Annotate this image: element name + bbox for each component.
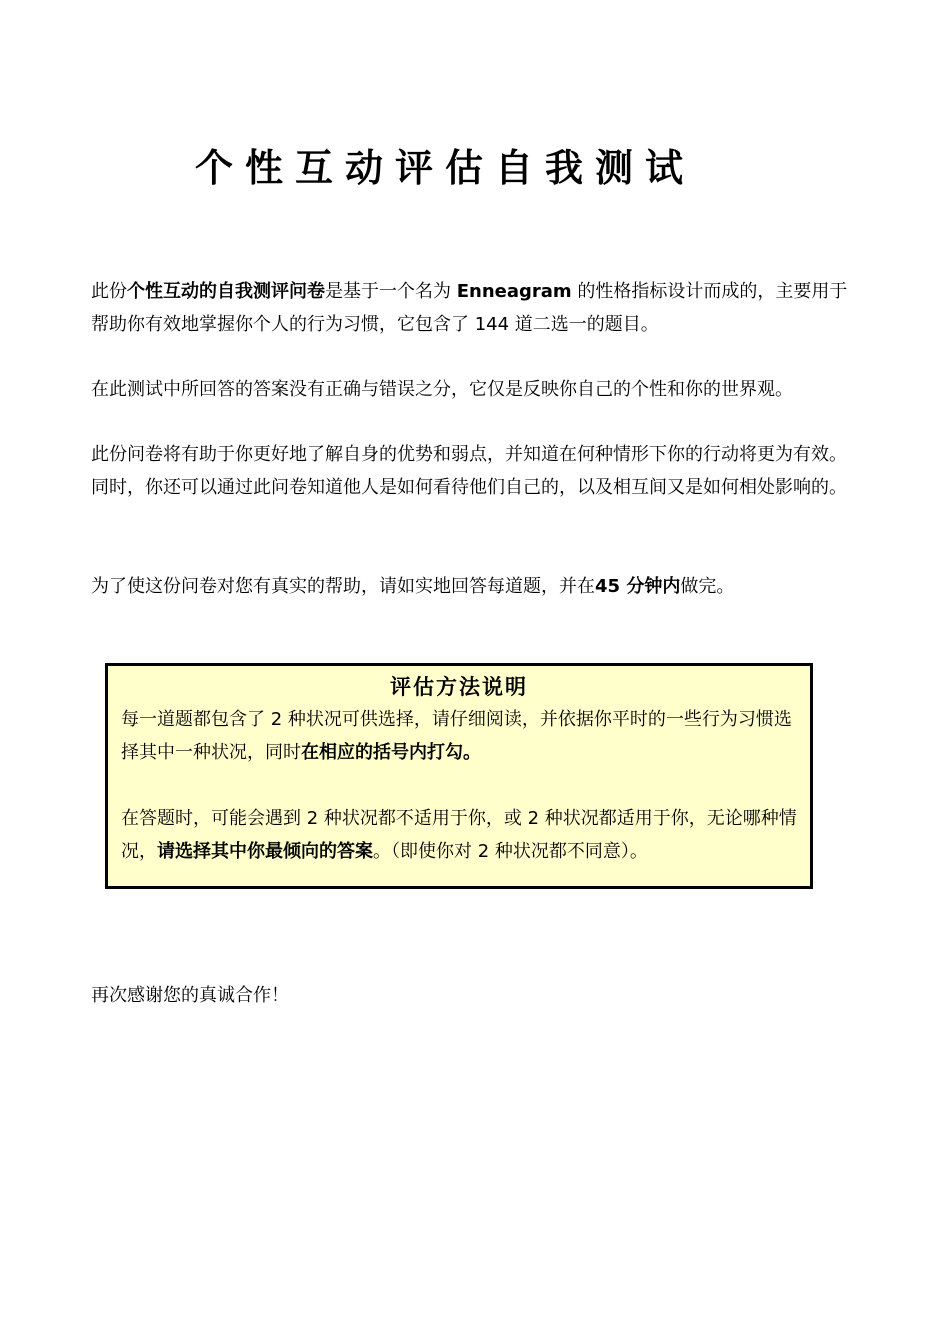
intro-p4-text-a: 为了使这份问卷对您有真实的帮助，请如实地回答每道题，并在 [91,576,595,597]
method-box-title: 评估方法说明 [390,675,528,699]
time-limit: 45 分钟内 [595,576,681,597]
method-paragraph-1 [121,703,800,769]
intro-p1-text-c: 的性格指标设计而成的，主要用于帮助你有效地掌握你个人的行为习惯，它包含了 144 道二选一的题目。 [91,281,848,335]
intro-p4-text-b: 做完。 [680,576,735,597]
page-title: 个性互动评估自我测试 [194,146,695,190]
enneagram-term: Enneagram [456,281,572,302]
method-p2-text-a: 在答题时，可能会遇到 2 种状况都不适用于你，或 2 种状况都适用于你，无论哪种情况， [121,808,797,862]
method-p2-text-b: 。（即使你对 2 种状况都不同意）。 [373,841,648,862]
intro-p1-text-a: 此份 [91,281,127,302]
intro-paragraph-4 [91,570,861,603]
method-p2-emphasis: 请选择其中你最倾向的答案 [157,841,373,862]
questionnaire-name: 个性互动的自我测评问卷 [127,281,325,302]
method-p1-text-a: 每一道题都包含了 2 种状况可供选择，请仔细阅读，并依据你平时的一些行为习惯选择其中一种状况，同时 [121,709,792,763]
intro-p1-text-b: 是基于一个名为 [325,281,457,302]
method-paragraph-2 [121,802,800,868]
intro-paragraph-2: 在此测试中所回答的答案没有正确与错误之分，它仅是反映你自己的个性和你的世界观。 [91,379,793,400]
method-instructions-box [105,663,813,889]
intro-paragraph-3: 此份问卷将有助于你更好地了解自身的优势和弱点，并知道在何种情形下你的行动将更为有效。同时，你还可以通过此问卷知道他人是如何看待他们自己的，以及相互间又是如何相处影响的。 [91,444,847,498]
intro-paragraph-1 [91,275,861,341]
closing-thanks: 再次感谢您的真诚合作！ [91,985,289,1006]
method-p1-emphasis: 在相应的括号内打勾。 [301,742,481,763]
